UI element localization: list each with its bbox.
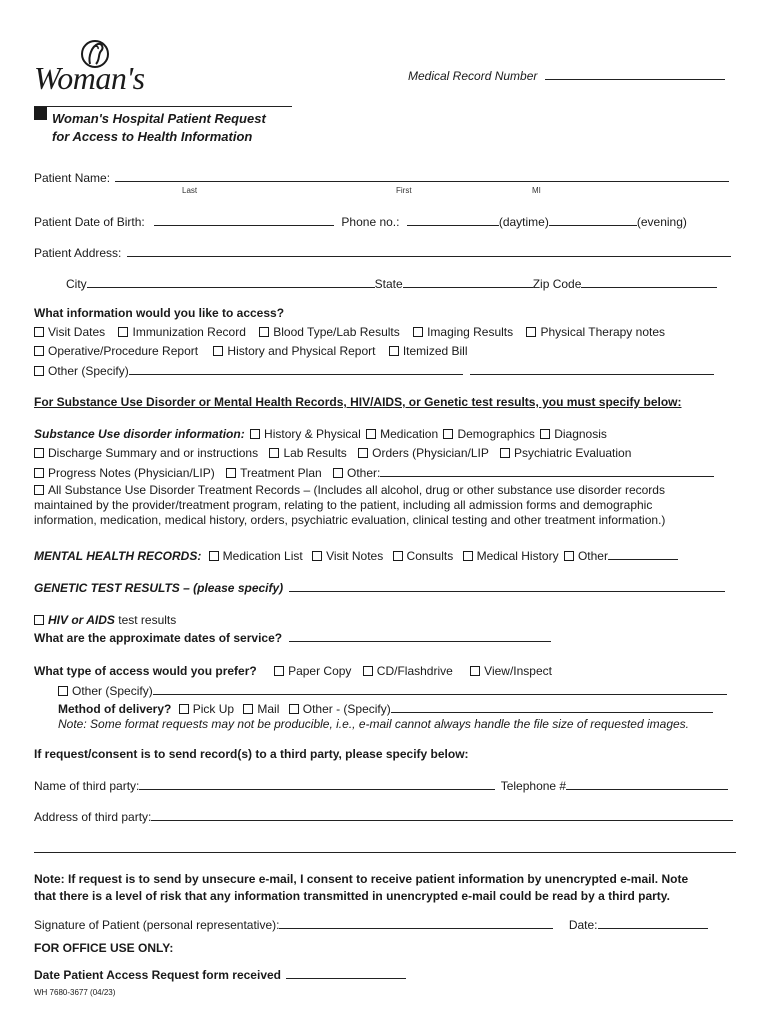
- checkbox-icon[interactable]: [274, 666, 284, 676]
- signature-field[interactable]: [279, 917, 553, 929]
- checkbox-icon[interactable]: [393, 551, 403, 561]
- info-other-row: [34, 363, 714, 378]
- third-party-name-label: Name of third party:: [34, 779, 140, 793]
- state-label: State: [374, 277, 403, 291]
- form-title: Woman's Hospital Patient Request for Access to Health Information: [52, 111, 266, 144]
- option-history-physical[interactable]: History and Physical Report: [213, 344, 375, 358]
- hiv-option[interactable]: HIV or AIDS test results: [34, 613, 176, 627]
- sud-option-other[interactable]: Other:: [333, 466, 380, 480]
- hiv-row: [34, 613, 176, 627]
- genetic-row: [34, 580, 725, 595]
- sud-option-progress[interactable]: Progress Notes (Physician/LIP): [34, 466, 215, 480]
- third-party-address-line2[interactable]: [34, 852, 736, 853]
- checkbox-icon[interactable]: [366, 429, 376, 439]
- sud-other-field[interactable]: [380, 465, 714, 477]
- hospital-logo: [34, 36, 164, 98]
- address-field[interactable]: [127, 245, 731, 257]
- checkbox-icon[interactable]: [179, 704, 189, 714]
- delivery-row: [58, 701, 713, 716]
- sud-option-lab[interactable]: Lab Results: [269, 446, 346, 460]
- option-immunization[interactable]: Immunization Record: [118, 325, 245, 339]
- access-row: [34, 664, 552, 678]
- option-operative[interactable]: Operative/Procedure Report: [34, 344, 198, 358]
- city-label: City: [66, 277, 87, 291]
- city-field[interactable]: [87, 276, 375, 288]
- patient-name-label: Patient Name:: [34, 171, 111, 185]
- dates-field[interactable]: [289, 630, 551, 642]
- checkbox-icon[interactable]: [564, 551, 574, 561]
- genetic-label: GENETIC TEST RESULTS – (please specify): [34, 581, 284, 595]
- patient-name-field[interactable]: [115, 170, 729, 182]
- checkbox-icon[interactable]: [289, 704, 299, 714]
- zip-label: Zip Code: [532, 277, 582, 291]
- evening-label: (evening): [636, 215, 687, 229]
- logo-wordmark: Woman's: [34, 60, 145, 96]
- sub-label-last: Last: [182, 186, 198, 195]
- mh-option-other[interactable]: Other: [564, 549, 608, 563]
- third-party-heading: If request/consent is to send record(s) to a third party, please specify below:: [34, 747, 469, 761]
- sud-option-history[interactable]: History & Physical: [250, 427, 361, 441]
- checkbox-icon[interactable]: [34, 615, 44, 625]
- checkbox-icon[interactable]: [540, 429, 550, 439]
- access-question: What type of access would you prefer?: [34, 664, 257, 678]
- sud-all-records: All Substance Use Disorder Treatment Records – (Includes all alcohol, drug or other substance use disorder records maintained by the provider/treatment program, relating to the patient, including all admission forms and demographic information, medication, medical history, orders, psychiatric evaluation, clinical testing and other treatment information.): [34, 483, 666, 527]
- option-physical-therapy[interactable]: Physical Therapy notes: [526, 325, 665, 339]
- checkbox-icon[interactable]: [209, 551, 219, 561]
- mental-health-label: MENTAL HEALTH RECORDS:: [34, 549, 202, 563]
- third-party-name-field[interactable]: [139, 778, 495, 790]
- sud-row3: [34, 465, 714, 480]
- mrn-row: [408, 68, 725, 83]
- checkbox-icon[interactable]: [443, 429, 453, 439]
- info-options-row1: [34, 325, 665, 339]
- info-question: What information would you like to access?: [34, 306, 285, 320]
- sud-option-medication[interactable]: Medication: [366, 427, 438, 441]
- sud-row2: [34, 446, 631, 460]
- patient-name-row: [34, 170, 729, 185]
- third-party-phone-label: Telephone #: [500, 779, 567, 793]
- checkbox-icon[interactable]: [250, 429, 260, 439]
- mental-health-row: [34, 548, 678, 563]
- info-other-field-2[interactable]: [470, 363, 714, 375]
- checkbox-icon[interactable]: [413, 327, 423, 337]
- received-label: Date Patient Access Request form received: [34, 968, 281, 982]
- option-imaging[interactable]: Imaging Results: [413, 325, 513, 339]
- checkbox-icon[interactable]: [118, 327, 128, 337]
- checkbox-icon[interactable]: [34, 448, 44, 458]
- checkbox-icon[interactable]: [34, 485, 44, 495]
- signature-date-field[interactable]: [598, 917, 708, 929]
- access-option-paper[interactable]: Paper Copy: [274, 664, 351, 678]
- third-party-address-label: Address of third party:: [34, 810, 152, 824]
- option-visit-dates[interactable]: Visit Dates: [34, 325, 105, 339]
- sud-option-demographics[interactable]: Demographics: [443, 427, 534, 441]
- checkbox-icon[interactable]: [526, 327, 536, 337]
- option-itemized-bill[interactable]: Itemized Bill: [389, 344, 468, 358]
- office-use-label: FOR OFFICE USE ONLY:: [34, 941, 174, 955]
- sud-option-orders[interactable]: Orders (Physician/LIP: [358, 446, 489, 460]
- checkbox-icon[interactable]: [34, 366, 44, 376]
- access-other-field[interactable]: [153, 683, 727, 695]
- third-party-address-field[interactable]: [151, 809, 733, 821]
- sensitive-heading: For Substance Use Disorder or Mental Health Records, HIV/AIDS, or Genetic test results, you must specify below:: [34, 395, 682, 409]
- delivery-label: Method of delivery?: [58, 702, 172, 716]
- email-consent-note: Note: If request is to send by unsecure e-mail, I consent to receive patient information by unencrypted e-mail. Note that there is a level of risk that any information transmitted in unencrypted e-mail could be read by a third party.: [34, 872, 689, 903]
- mh-option-medical-history[interactable]: Medical History: [463, 549, 559, 563]
- sub-label-mi: MI: [532, 186, 541, 195]
- option-blood-type[interactable]: Blood Type/Lab Results: [259, 325, 400, 339]
- checkbox-icon[interactable]: [213, 346, 223, 356]
- format-note: Note: Some format requests may not be producible, i.e., e-mail cannot always handle the file size of requested images.: [58, 717, 689, 731]
- dob-label: Patient Date of Birth:: [34, 215, 145, 229]
- sud-label: Substance Use disorder information:: [34, 427, 245, 441]
- third-party-name-row: [34, 778, 728, 793]
- city-row: [66, 276, 717, 291]
- checkbox-icon[interactable]: [259, 327, 269, 337]
- mh-option-consults[interactable]: Consults: [393, 549, 454, 563]
- title-square-icon: [34, 107, 47, 120]
- checkbox-icon[interactable]: [226, 468, 236, 478]
- mh-other-field[interactable]: [608, 548, 678, 560]
- mrn-label: Medical Record Number: [408, 69, 538, 83]
- sud-option-treatment[interactable]: Treatment Plan: [226, 466, 322, 480]
- checkbox-icon[interactable]: [243, 704, 253, 714]
- checkbox-icon[interactable]: [269, 448, 279, 458]
- sud-option-discharge[interactable]: Discharge Summary and or instructions: [34, 446, 258, 460]
- address-label: Patient Address:: [34, 246, 122, 260]
- received-row: [34, 967, 406, 982]
- checkbox-icon[interactable]: [463, 551, 473, 561]
- access-option-other[interactable]: Other (Specify): [58, 684, 153, 698]
- dob-field[interactable]: [154, 214, 334, 226]
- third-party-phone-field[interactable]: [566, 778, 728, 790]
- state-field[interactable]: [403, 276, 533, 288]
- option-other[interactable]: Other (Specify): [34, 364, 129, 378]
- sud-option-diagnosis[interactable]: Diagnosis: [540, 427, 607, 441]
- daytime-label: (daytime): [498, 215, 549, 229]
- info-options-row2: [34, 344, 468, 358]
- title-rule: [34, 106, 292, 107]
- address-row: [34, 245, 731, 260]
- checkbox-icon[interactable]: [358, 448, 368, 458]
- access-option-view[interactable]: View/Inspect: [470, 664, 552, 678]
- phone-evening-field[interactable]: [549, 214, 637, 226]
- checkbox-icon[interactable]: [470, 666, 480, 676]
- signature-label: Signature of Patient (personal representative):: [34, 918, 280, 932]
- delivery-other-field[interactable]: [391, 701, 713, 713]
- sub-label-first: First: [396, 186, 412, 195]
- dates-row: [34, 630, 551, 645]
- checkbox-icon[interactable]: [363, 666, 373, 676]
- delivery-option-pickup[interactable]: Pick Up: [179, 702, 234, 716]
- sud-row1: [34, 427, 607, 441]
- access-other-row: [58, 683, 727, 698]
- date-label: Date:: [568, 918, 598, 932]
- third-party-address-row: [34, 809, 733, 824]
- access-option-cd[interactable]: CD/Flashdrive: [363, 664, 453, 678]
- info-other-field[interactable]: [129, 363, 463, 375]
- checkbox-icon[interactable]: [34, 327, 44, 337]
- delivery-option-other[interactable]: Other - (Specify): [289, 702, 391, 716]
- sud-option-all[interactable]: [34, 483, 48, 497]
- received-field[interactable]: [286, 967, 406, 979]
- checkbox-icon[interactable]: [500, 448, 510, 458]
- checkbox-icon[interactable]: [333, 468, 343, 478]
- dates-label: What are the approximate dates of service?: [34, 631, 283, 645]
- mh-option-visit-notes[interactable]: Visit Notes: [312, 549, 383, 563]
- zip-field[interactable]: [581, 276, 717, 288]
- checkbox-icon[interactable]: [389, 346, 399, 356]
- checkbox-icon[interactable]: [34, 346, 44, 356]
- delivery-option-mail[interactable]: Mail: [243, 702, 279, 716]
- mrn-field[interactable]: [545, 68, 725, 80]
- phone-daytime-field[interactable]: [407, 214, 499, 226]
- genetic-field[interactable]: [289, 580, 725, 592]
- phone-label: Phone no.:: [341, 215, 400, 229]
- signature-row: [34, 917, 708, 932]
- form-code: WH 7680-3677 (04/23): [34, 988, 116, 997]
- mh-option-medication-list[interactable]: Medication List: [209, 549, 303, 563]
- dob-row: [34, 214, 687, 229]
- sud-option-psychiatric[interactable]: Psychiatric Evaluation: [500, 446, 631, 460]
- checkbox-icon[interactable]: [34, 468, 44, 478]
- checkbox-icon[interactable]: [312, 551, 322, 561]
- checkbox-icon[interactable]: [58, 686, 68, 696]
